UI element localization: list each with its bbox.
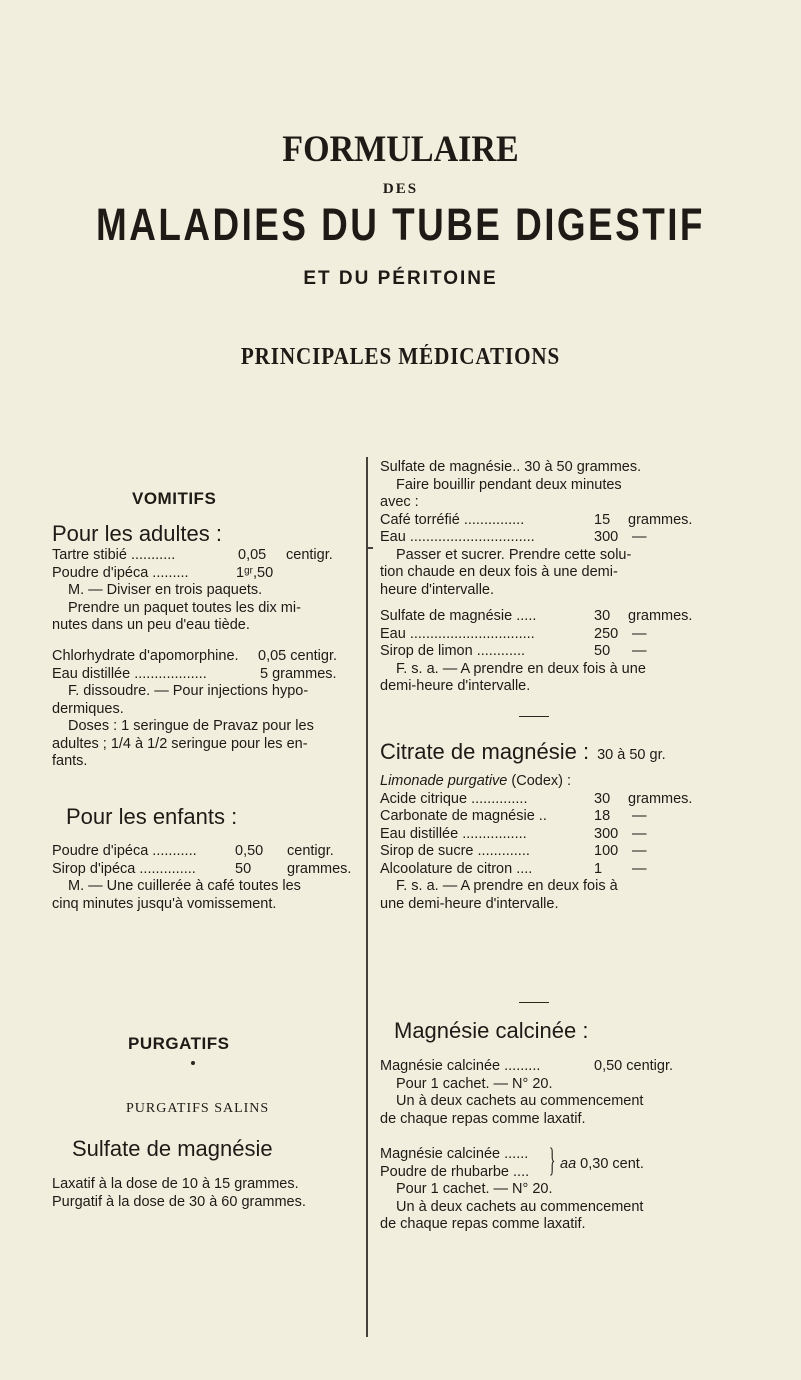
left-block-b (52, 648, 364, 771)
text-line: nutes dans un peu d'eau tiède. (52, 617, 250, 633)
title-peritoine: ET DU PÉRITOINE (303, 268, 498, 289)
formula-line: Carbonate de magnésie .. 18 — (380, 808, 647, 824)
bullet-ornament (191, 1061, 195, 1065)
title-maladies: MALADIES DU TUBE DIGESTIF (96, 199, 705, 250)
formula-line: Magnésie calcinée ......... 0,50 centigr. (380, 1058, 673, 1074)
formula-line: Tartre stibié ........... 0,05 centigr. (52, 547, 333, 563)
text-line: F. s. a. — A prendre en deux fois à (396, 878, 618, 894)
limonade-line: Limonade purgative (Codex) : (380, 773, 572, 789)
formula-line: Sirop d'ipéca .............. 50 grammes. (52, 860, 352, 877)
citrate-dose: 30 à 50 gr. (597, 747, 666, 763)
text-line: Un à deux cachets au commencement (396, 1093, 644, 1109)
text-line: Doses : 1 seringue de Pravaz pour les (68, 718, 314, 734)
text-line: F. dissoudre. — Pour injections hypo- (68, 683, 309, 699)
text-line: dermiques. (52, 700, 124, 717)
heading-calcinee: Magnésie calcinée : (394, 1018, 589, 1043)
text-line: cinq minutes jusqu'à vomissement. (52, 895, 277, 912)
title-des: DES (382, 181, 419, 197)
formula-line: Café torréfié ............... 15 grammes. (380, 511, 693, 528)
right-block-e (380, 459, 710, 599)
formula-line: Sirop de limon ............ 50 — (380, 643, 647, 659)
divider-tick (367, 547, 373, 549)
left-block-c (52, 843, 364, 913)
formula-line: Eau ............................... 250 — (380, 625, 647, 642)
formula-line: Eau distillée ................ 300 — (380, 825, 647, 842)
text-line: de chaque repas comme laxatif. (380, 1110, 586, 1127)
text-line: Laxatif à la dose de 10 à 15 grammes. (52, 1176, 299, 1192)
text-line: Pour 1 cachet. — N° 20. (396, 1181, 553, 1197)
formula-line: Alcoolature de citron .... 1 — (380, 860, 647, 877)
formula-line: Acide citrique .............. 30 grammes. (380, 790, 693, 807)
text-line: heure d'intervalle. (380, 581, 495, 598)
heading-citrate (380, 739, 666, 765)
right-block-f (380, 608, 710, 696)
formula-line: Eau ............................... 300 — (380, 529, 647, 545)
text-line: F. s. a. — A prendre en deux fois à une (396, 660, 646, 677)
right-block-g (380, 773, 710, 913)
text-line: Prendre un paquet toutes les dix mi- (68, 599, 301, 616)
heading-purgatifs: PURGATIFS (128, 1034, 230, 1053)
column-divider (366, 457, 368, 1337)
text-line: une demi-heure d'intervalle. (380, 895, 559, 912)
left-block-a (52, 547, 364, 635)
text-line: Un à deux cachets au commencement (396, 1198, 644, 1215)
text-line: de chaque repas comme laxatif. (380, 1216, 586, 1232)
text-line: Passer et sucrer. Prendre cette solu- (396, 546, 632, 563)
formula-line: Poudre d'ipéca ........... 0,50 centigr. (52, 843, 334, 859)
text-line: Poudre de rhubarbe .... (380, 1163, 530, 1180)
heading-vomitifs: VOMITIFS (132, 489, 217, 508)
formula-line: Eau distillée .................. 5 grammes. (52, 665, 337, 682)
right-block-h (380, 1058, 710, 1128)
formula-line: Poudre d'ipéca ......... 1ᵍʳ,50 (52, 564, 274, 581)
section-title: PRINCIPALES MÉDICATIONS (240, 344, 561, 370)
text-line: M. — Diviser en trois paquets. (68, 582, 263, 598)
text-line: Sulfate de magnésie.. 30 à 50 grammes. (380, 459, 642, 475)
separator-dash (519, 1002, 549, 1003)
right-block-i (380, 1142, 710, 1234)
title-formulaire: FORMULAIRE (282, 129, 519, 170)
text-line: tion chaude en deux fois à une demi- (380, 564, 618, 580)
heading-enfants: Pour les enfants : (66, 804, 238, 829)
formula-line: Chlorhydrate d'apomorphine. 0,05 centigr. (52, 648, 337, 664)
text-line: Faire bouillir pendant deux minutes (396, 476, 622, 493)
heading-sulfate: Sulfate de magnésie (72, 1136, 273, 1161)
text-line: Magnésie calcinée ...... (380, 1146, 529, 1162)
heading-purgatifs-salins: PURGATIFS SALINS (126, 1101, 270, 1116)
heading-adultes: Pour les adultes : (52, 521, 222, 546)
text-line: avec : (380, 494, 419, 510)
formula-line: Sirop de sucre ............. 100 — (380, 843, 647, 859)
text-line: M. — Une cuillerée à café toutes les (68, 878, 301, 894)
citrate-label: Citrate de magnésie : (380, 739, 590, 764)
formula-line: Sulfate de magnésie ..... 30 grammes. (380, 608, 693, 624)
text-line: demi-heure d'intervalle. (380, 678, 531, 694)
separator-dash (519, 716, 549, 717)
left-block-d (52, 1176, 364, 1211)
aa-qty: aa 0,30 cent. (560, 1156, 644, 1172)
text-line: fants. (52, 753, 88, 769)
brace: } (548, 1142, 556, 1179)
text-line: Pour 1 cachet. — N° 20. (396, 1075, 553, 1092)
text-line: adultes ; 1/4 à 1/2 seringue pour les en- (52, 735, 308, 752)
text-line: Purgatif à la dose de 30 à 60 grammes. (52, 1193, 306, 1210)
